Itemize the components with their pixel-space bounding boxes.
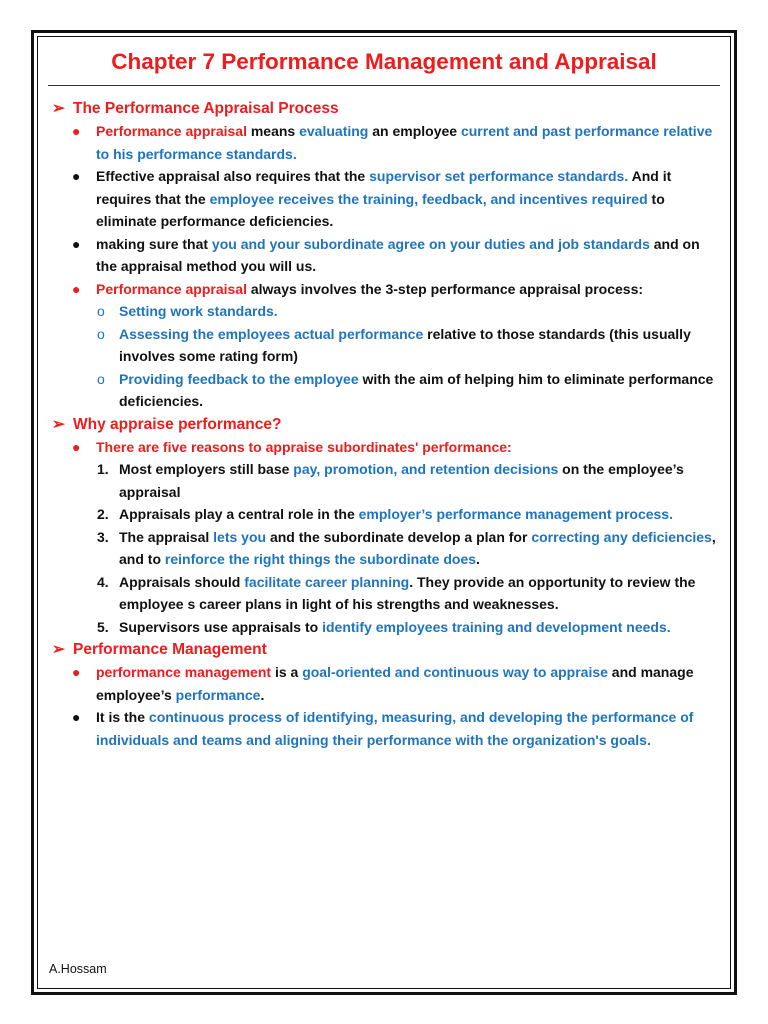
page-border [31,30,737,995]
section-heading-why-appraise [52,413,720,436]
list-item [52,706,720,751]
text-span: It is the [96,709,149,725]
text-span: Most employers still base [119,461,294,477]
text-span: pay, promotion, and retention decisions [293,461,559,477]
list-item [52,458,720,503]
item-number: 1. [97,461,109,477]
text-span: employee receives the training, feedback, and incentives required [209,190,648,207]
text-span: correcting any deficiencies [531,528,712,545]
text-span: Assessing the employees actual performance [119,325,424,342]
text-span: . [476,551,480,567]
section-title: Performance Management [73,641,267,658]
text-span: . [260,686,265,703]
list-item [52,436,720,459]
page-inner-border [37,36,731,989]
text-span: is a [271,664,303,680]
bullet-dot-icon: ● [72,123,81,139]
list-item [52,616,720,639]
text-span: Appraisals should [119,573,245,590]
text-span: an employee [368,123,461,139]
text-span: you and your subordinate agree on your duties and job standards [211,235,650,252]
appraisal-process-list [52,120,720,300]
circle-bullet-icon: o [97,370,105,387]
text-span: evaluating [299,123,369,139]
list-item [52,661,720,706]
text-span: employer’s performance management process. [358,506,673,522]
text-span: facilitate career planning [244,573,410,590]
list-item [52,503,720,526]
arrow-bullet-icon: ➢ [52,641,65,658]
item-number: 3. [97,528,109,545]
text-span: Performance appraisal [96,123,247,139]
bullet-dot-icon: ● [72,280,81,297]
text-span: with the aim of helping him to eliminate performance deficiencies. [119,370,714,409]
author-footer: A.Hossam [49,962,107,976]
text-span: relative to those standards (this usually involves some rating form) [119,325,691,364]
section-heading-performance-management [52,638,720,661]
text-span: performance management [96,664,272,680]
text-span: lets you [213,528,267,545]
list-item [52,323,720,368]
circle-bullet-icon: o [97,325,105,342]
list-item [52,526,720,571]
reasons-list [52,458,720,638]
item-number: 2. [97,506,109,522]
bullet-dot-icon: ● [72,709,81,725]
text-span: , and to [119,528,716,567]
text-span: and on the appraisal method you will us. [96,235,700,274]
appraisal-steps-list [52,300,720,413]
section-heading-appraisal-process [52,97,720,120]
section-title: The Performance Appraisal Process [73,100,339,117]
text-span: There are five reasons to appraise subordinates' performance: [96,438,512,455]
item-number: 5. [97,618,109,635]
list-item [52,120,720,165]
bullet-dot-icon: ● [72,438,81,455]
text-span: making sure that [96,235,212,252]
text-span: The appraisal [119,528,214,545]
text-span: means [246,123,300,139]
text-span: continuous process of identifying, measuring, and developing the performance of individuals and teams and aligning their performance with the organization's goals. [96,709,694,748]
list-item [52,300,720,323]
text-span: and manage employee’s [96,664,694,703]
document-body [52,97,720,751]
text-span: . They provide an opportunity to review the employee s career plans in light of his strengths and weaknesses. [119,573,696,612]
text-span: current and past performance relative to his performance standards. [96,123,713,162]
bullet-dot-icon: ● [72,235,81,252]
text-span: Effective appraisal also requires that the [96,168,370,184]
page-title: Chapter 7 Performance Management and Appraisal [111,49,657,74]
item-number: 4. [97,573,109,590]
text-span: supervisor set performance standards. [369,168,629,184]
text-span: identify employees training and development needs. [322,618,671,635]
text-span: and the subordinate develop a plan for [266,528,532,545]
list-item [52,368,720,413]
text-span: Providing feedback to the employee [119,370,359,387]
list-item [52,233,720,278]
arrow-bullet-icon: ➢ [52,415,65,433]
why-appraise-list [52,436,720,459]
list-item [52,165,720,233]
title-divider [48,85,720,86]
performance-management-list [52,661,720,751]
text-span: always involves the 3-step performance appraisal process: [246,280,644,297]
text-span: Setting work standards. [119,303,278,319]
text-span: Performance appraisal [96,280,247,297]
bullet-dot-icon: ● [72,168,81,184]
text-span: Appraisals play a central role in the [119,506,359,522]
text-span: reinforce the right things the subordinate does [164,551,477,567]
list-item [52,278,720,301]
arrow-bullet-icon: ➢ [52,100,65,117]
list-item [52,571,720,616]
text-span: on the employee’s appraisal [119,461,684,500]
text-span: performance [175,686,261,703]
circle-bullet-icon: o [97,303,105,319]
section-title: Why appraise performance? [73,415,282,433]
text-span: to eliminate performance deficiencies. [96,190,665,229]
text-span: And it requires that the [96,168,672,207]
text-span: goal-oriented and continuous way to appraise [302,664,608,680]
bullet-dot-icon: ● [72,664,81,680]
text-span: Supervisors use appraisals to [119,618,323,635]
